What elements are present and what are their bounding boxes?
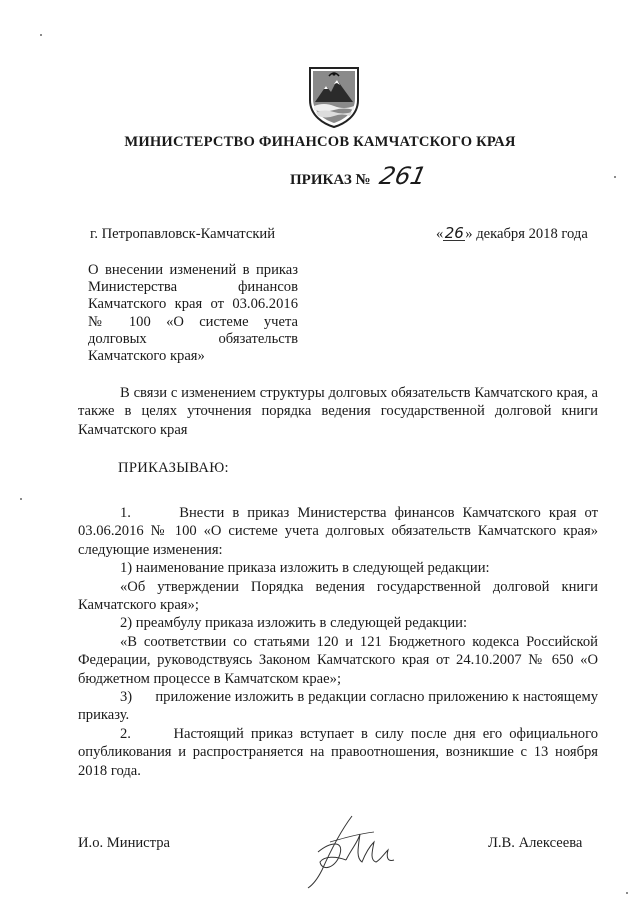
ministry-title: МИНИСТЕРСТВО ФИНАНСОВ КАМЧАТСКОГО КРАЯ xyxy=(124,134,516,150)
preamble-paragraph: В связи с изменением структуры долговых обязательств Камчатского края, а также в целях уточнения порядка ведения государственной долговой книги Камчатского края xyxy=(78,385,598,438)
handwritten-signature xyxy=(300,812,410,892)
signatory-position: И.о. Министра xyxy=(78,835,170,851)
city: г. Петропавловск-Камчатский xyxy=(90,226,276,242)
subject-line: Министерства финансов xyxy=(88,279,298,296)
order-items xyxy=(78,504,602,780)
item-1-1: 1) наименование приказа изложить в следующей редакции: xyxy=(120,560,490,577)
subject-line: Камчатского края от 03.06.2016 xyxy=(88,296,298,313)
subject-line: Камчатского края» xyxy=(88,348,205,365)
subject-line: О внесении изменений в приказ xyxy=(88,262,298,278)
item-2: 2. Настоящий приказ вступает в силу после дня его официального опубликования и распространяется на правоотношения, возникшие с 13 ноября 2018 года. xyxy=(78,725,602,779)
date-day-handwritten: 26 xyxy=(444,224,464,242)
item-1-1-text: «Об утверждении Порядка ведения государственной долговой книги Камчатского края»; xyxy=(78,578,598,614)
order-word: ПРИКАЗЫВАЮ: xyxy=(118,460,229,476)
order-date xyxy=(436,226,588,243)
item-1-3: 3) приложение изложить в редакции согласно приложению к настоящему приказу. xyxy=(78,689,602,724)
order-subject xyxy=(88,262,298,365)
subject-line: долговых обязательств xyxy=(88,330,298,347)
item-1: 1. Внести в приказ Министерства финансов Камчатского края от 03.06.2016 № 100 «О системе учета долговых обязательств Камчатского края» следующие изменения: xyxy=(78,505,602,558)
subject-line: № 100 «О системе учета xyxy=(88,313,298,330)
order-number-handwritten: 261 xyxy=(377,162,429,190)
signatory-name: Л.В. Алексеева xyxy=(488,835,583,851)
order-title: ПРИКАЗ № xyxy=(290,172,371,188)
date-open-quote: « xyxy=(436,226,444,242)
coat-of-arms-emblem xyxy=(304,64,364,128)
date-rest: » декабря 2018 года xyxy=(465,226,588,242)
item-1-2: 2) преамбулу приказа изложить в следующей редакции: xyxy=(120,615,467,632)
item-1-2-text: «В соответствии со статьями 120 и 121 Бюджетного кодекса Российской Федерации, руководствуясь Законом Камчатского края от 24.10.2007 № 650 «О бюджетном процессе в Камчатском крае»; xyxy=(78,633,598,687)
